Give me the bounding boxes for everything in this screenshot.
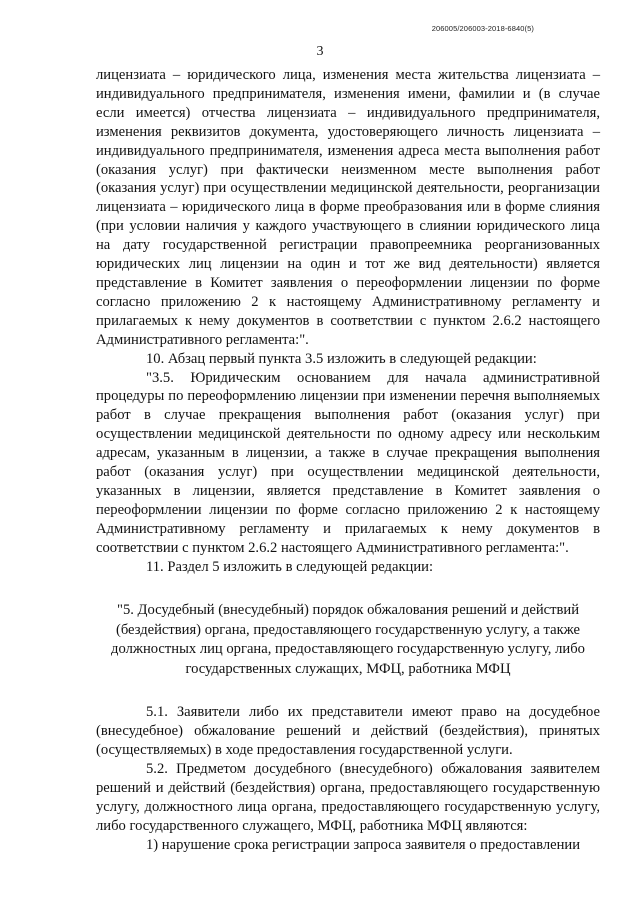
document-body — [96, 66, 600, 855]
paragraph-5-1: 5.1. Заявители либо их представители имеют право на досудебное (внесудебное) обжалование решений и действий (бездействия), принятых (осуществляемых) в ходе предоставления государственной услуги. — [96, 704, 600, 759]
page-number: 3 — [316, 44, 324, 59]
list-item-1: 1) нарушение срока регистрации запроса заявителя о предоставлении — [146, 836, 581, 853]
paragraph-5-2: 5.2. Предметом досудебного (внесудебного) обжалования заявителем решений и действий (бездействия) органа, предоставляющего государственную услугу, должностного лица органа, предоставляющего государственную услугу, либо государственного служащего, МФЦ, работника МФЦ являются: — [96, 761, 600, 834]
document-id: 206005/206003-2018-6840(5) — [431, 24, 534, 33]
section-5-title: "5. Досудебный (внесудебный) порядок обжалования решений и действий (бездействия) органа, предоставляющего государственную услугу, а также должностных лиц органа, предоставляющего государственную услугу, либо государственных служащих, МФЦ, работника МФЦ — [111, 602, 585, 677]
paragraph-item-10: 10. Абзац первый пункта 3.5 изложить в следующей редакции: — [146, 350, 537, 367]
paragraph-quote-3-5: "3.5. Юридическим основанием для начала административной процедуры по переоформлению лицензии при изменении перечня выполняемых работ в случае прекращения выполнения работ (оказания услуг) при осуществлении медицинской деятельности по одному адресу или нескольким адресам, указанным в лицензии, а также в случае прекращения выполнения работ (оказания услуг) при осуществлении медицинской деятельности, указанных в лицензии, является представление в Комитет заявления о переоформлении лицензии по форме согласно приложению 2 к настоящему Административному регламенту и прилагаемых к нему документов в соответствии с пунктом 2.6.2 настоящего Административного регламента:". — [96, 369, 600, 556]
paragraph-continuation: лицензиата – юридического лица, изменения места жительства лицензиата – индивидуального предпринимателя, изменения имени, фамилии и (в случае если имеется) отчества лицензиата – индивидуального предпринимателя, изменения реквизитов документа, удостоверяющего личность лицензиата – индивидуального предпринимателя, изменения адреса места выполнения работ (оказания услуг) при фактически неизменном месте выполнения работ (оказания услуг) при осуществлении медицинской деятельности, реорганизации лицензиата – юридического лица в форме преобразования или в форме слияния (при условии наличия у каждого участвующего в слиянии юридического лица на дату государственной регистрации правопреемника реорганизованных юридических лиц лицензии на один и тот же вид деятельности) является представление в Комитет заявления о переоформлении лицензии по форме согласно приложению 2 к настоящему Административному регламенту и прилагаемых к нему документов в соответствии с пунктом 2.6.2 настоящего Административного регламента:". — [96, 67, 600, 348]
paragraph-item-11: 11. Раздел 5 изложить в следующей редакции: — [146, 558, 434, 575]
